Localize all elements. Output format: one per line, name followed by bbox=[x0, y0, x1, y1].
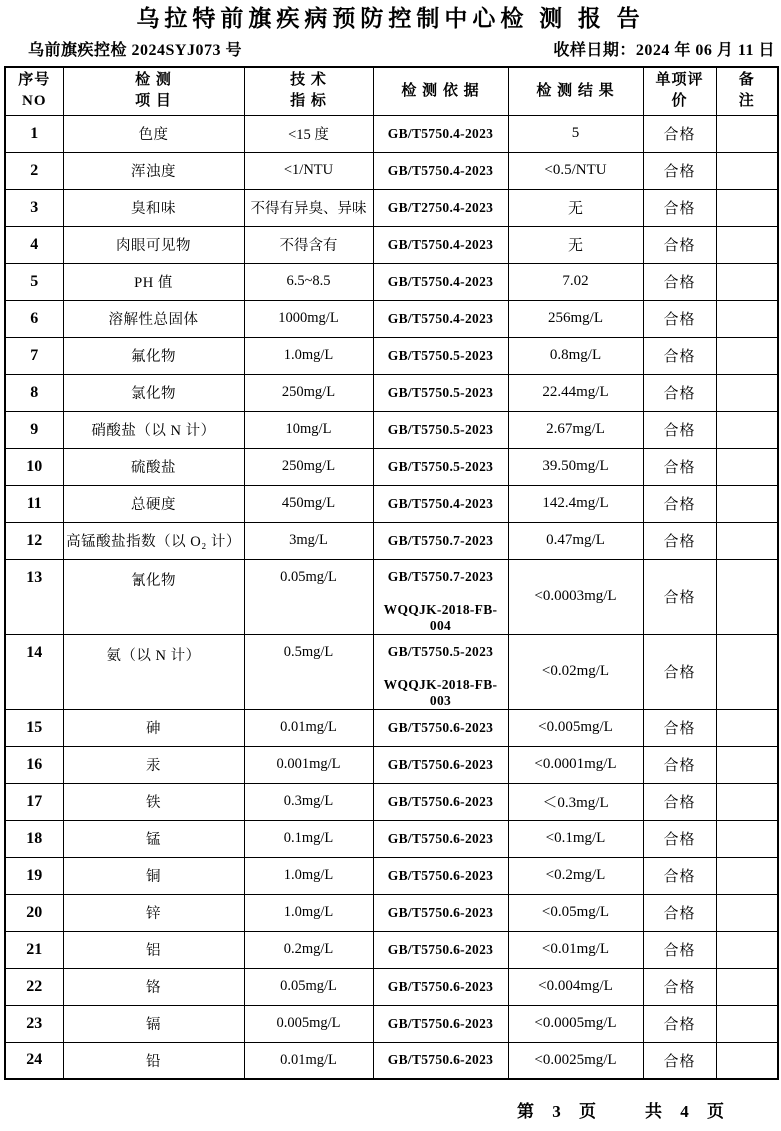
evaluation-cell: 合格 bbox=[643, 709, 716, 746]
table-row bbox=[5, 411, 778, 448]
test-item-cell: 氨（以 N 计） bbox=[63, 634, 244, 709]
technical-standard-cell: 1.0mg/L bbox=[244, 337, 373, 374]
table-row bbox=[5, 448, 778, 485]
test-item-cell: 铜 bbox=[63, 857, 244, 894]
test-method-cell bbox=[373, 931, 508, 968]
row-number-cell: 7 bbox=[5, 337, 63, 374]
test-method-line1: GB/T5750.7-2023 bbox=[387, 532, 494, 548]
test-item-cell: 锌 bbox=[63, 894, 244, 931]
technical-standard-cell: 0.01mg/L bbox=[244, 1042, 373, 1079]
evaluation-cell: 合格 bbox=[643, 1005, 716, 1042]
table-row bbox=[5, 931, 778, 968]
test-method-cell bbox=[373, 448, 508, 485]
row-number-cell: 13 bbox=[5, 559, 63, 634]
evaluation-cell: 合格 bbox=[643, 115, 716, 152]
evaluation-cell: 合格 bbox=[643, 931, 716, 968]
note-cell bbox=[716, 115, 778, 152]
col-header-item-line2: 项 目 bbox=[135, 93, 172, 110]
evaluation-cell: 合格 bbox=[643, 968, 716, 1005]
evaluation-cell: 合格 bbox=[643, 634, 716, 709]
test-method-cell bbox=[373, 709, 508, 746]
test-item-cell: 总硬度 bbox=[63, 485, 244, 522]
test-item-cell: 氟化物 bbox=[63, 337, 244, 374]
row-number-cell: 14 bbox=[5, 634, 63, 709]
test-method-line1: GB/T5750.6-2023 bbox=[387, 867, 494, 883]
page-title: 乌拉特前旗疾病预防控制中心检 测 报 告 bbox=[136, 6, 645, 31]
col-header-item-line1: 检 测 bbox=[135, 71, 172, 88]
test-result-cell: ＜0.3mg/L bbox=[508, 783, 643, 820]
row-number-cell: 18 bbox=[5, 820, 63, 857]
technical-standard-cell: 1000mg/L bbox=[244, 300, 373, 337]
test-method-cell bbox=[373, 115, 508, 152]
total-pages-label: 共 4 页 bbox=[645, 1102, 731, 1122]
evaluation-cell: 合格 bbox=[643, 820, 716, 857]
evaluation-cell: 合格 bbox=[643, 300, 716, 337]
test-method-cell bbox=[373, 634, 508, 709]
test-method-line1: GB/T5750.4-2023 bbox=[387, 236, 494, 252]
note-cell bbox=[716, 634, 778, 709]
test-method-line1: GB/T5750.6-2023 bbox=[387, 1015, 494, 1031]
test-method-cell bbox=[373, 411, 508, 448]
table-row bbox=[5, 559, 778, 634]
note-cell bbox=[716, 1005, 778, 1042]
header-row bbox=[5, 67, 778, 115]
evaluation-cell: 合格 bbox=[643, 894, 716, 931]
test-result-cell: 0.47mg/L bbox=[508, 522, 643, 559]
note-cell bbox=[716, 559, 778, 634]
table-row bbox=[5, 374, 778, 411]
test-method-cell bbox=[373, 226, 508, 263]
row-number-cell: 23 bbox=[5, 1005, 63, 1042]
test-method-line1: GB/T5750.5-2023 bbox=[387, 643, 494, 659]
row-number-cell: 15 bbox=[5, 709, 63, 746]
test-item-cell: 高锰酸盐指数（以 O₂ 计） bbox=[63, 522, 244, 559]
note-cell bbox=[716, 522, 778, 559]
test-method-line2: WQQJK-2018-FB-004 bbox=[383, 601, 498, 633]
technical-standard-cell: 1.0mg/L bbox=[244, 894, 373, 931]
technical-standard-cell: 10mg/L bbox=[244, 411, 373, 448]
test-method-cell bbox=[373, 374, 508, 411]
table-row bbox=[5, 189, 778, 226]
test-result-cell: 256mg/L bbox=[508, 300, 643, 337]
report-table bbox=[4, 66, 779, 1080]
test-item-cell: 硝酸盐（以 N 计） bbox=[63, 411, 244, 448]
test-method-line1: GB/T5750.7-2023 bbox=[387, 568, 494, 584]
technical-standard-cell: <15 度 bbox=[244, 115, 373, 152]
evaluation-cell: 合格 bbox=[643, 559, 716, 634]
technical-standard-cell: 6.5~8.5 bbox=[244, 263, 373, 300]
note-cell bbox=[716, 709, 778, 746]
test-result-cell: <0.02mg/L bbox=[508, 634, 643, 709]
col-header-evaluation bbox=[643, 67, 716, 115]
evaluation-cell: 合格 bbox=[643, 857, 716, 894]
test-method-cell bbox=[373, 485, 508, 522]
table-row bbox=[5, 709, 778, 746]
test-item-cell: 铝 bbox=[63, 931, 244, 968]
technical-standard-cell: 不得含有 bbox=[244, 226, 373, 263]
test-method-line1: GB/T2750.4-2023 bbox=[387, 199, 494, 215]
col-header-no-line1: 序号 bbox=[18, 71, 51, 88]
test-method-line1: GB/T5750.4-2023 bbox=[387, 273, 494, 289]
technical-standard-cell: 0.05mg/L bbox=[244, 968, 373, 1005]
test-item-cell: 镉 bbox=[63, 1005, 244, 1042]
col-header-note-line2: 注 bbox=[738, 93, 755, 110]
note-cell bbox=[716, 374, 778, 411]
table-row bbox=[5, 894, 778, 931]
test-method-line1: GB/T5750.6-2023 bbox=[387, 978, 494, 994]
test-result-cell: 5 bbox=[508, 115, 643, 152]
table-header bbox=[5, 67, 778, 115]
table-row bbox=[5, 263, 778, 300]
row-number-cell: 20 bbox=[5, 894, 63, 931]
row-number-cell: 19 bbox=[5, 857, 63, 894]
note-cell bbox=[716, 931, 778, 968]
table-row bbox=[5, 522, 778, 559]
note-cell bbox=[716, 263, 778, 300]
test-result-cell: <0.0005mg/L bbox=[508, 1005, 643, 1042]
table-row bbox=[5, 1005, 778, 1042]
note-cell bbox=[716, 189, 778, 226]
test-result-cell: 2.67mg/L bbox=[508, 411, 643, 448]
test-method-line1: GB/T5750.6-2023 bbox=[387, 793, 494, 809]
row-number-cell: 22 bbox=[5, 968, 63, 1005]
test-result-cell: 22.44mg/L bbox=[508, 374, 643, 411]
row-number-cell: 1 bbox=[5, 115, 63, 152]
note-cell bbox=[716, 746, 778, 783]
col-header-method bbox=[373, 67, 508, 115]
test-method-cell bbox=[373, 1005, 508, 1042]
test-item-cell: 砷 bbox=[63, 709, 244, 746]
row-number-cell: 9 bbox=[5, 411, 63, 448]
test-result-cell: <0.0003mg/L bbox=[508, 559, 643, 634]
test-result-cell: 142.4mg/L bbox=[508, 485, 643, 522]
test-item-cell: 肉眼可见物 bbox=[63, 226, 244, 263]
table-row bbox=[5, 226, 778, 263]
technical-standard-cell: 1.0mg/L bbox=[244, 857, 373, 894]
technical-standard-cell: 250mg/L bbox=[244, 374, 373, 411]
test-item-cell: 溶解性总固体 bbox=[63, 300, 244, 337]
note-cell bbox=[716, 857, 778, 894]
note-cell bbox=[716, 226, 778, 263]
technical-standard-cell: 0.01mg/L bbox=[244, 709, 373, 746]
evaluation-cell: 合格 bbox=[643, 746, 716, 783]
test-result-cell: 0.8mg/L bbox=[508, 337, 643, 374]
row-number-cell: 5 bbox=[5, 263, 63, 300]
test-method-cell bbox=[373, 300, 508, 337]
document-number: 乌前旗疾控检 2024SYJ073 号 bbox=[28, 41, 242, 59]
test-method-line1: GB/T5750.4-2023 bbox=[387, 495, 494, 511]
test-result-cell: 39.50mg/L bbox=[508, 448, 643, 485]
table-row bbox=[5, 857, 778, 894]
row-number-cell: 3 bbox=[5, 189, 63, 226]
test-item-cell: 铅 bbox=[63, 1042, 244, 1079]
test-result-cell: <0.005mg/L bbox=[508, 709, 643, 746]
table-row bbox=[5, 968, 778, 1005]
table-row bbox=[5, 746, 778, 783]
col-header-result-line1: 检 测 结 果 bbox=[536, 82, 615, 99]
test-method-cell bbox=[373, 894, 508, 931]
technical-standard-cell: 450mg/L bbox=[244, 485, 373, 522]
technical-standard-cell: 0.005mg/L bbox=[244, 1005, 373, 1042]
test-item-cell: 铬 bbox=[63, 968, 244, 1005]
report-subheader bbox=[28, 42, 775, 60]
row-number-cell: 10 bbox=[5, 448, 63, 485]
row-number-cell: 11 bbox=[5, 485, 63, 522]
table-row bbox=[5, 152, 778, 189]
test-item-cell: 氰化物 bbox=[63, 559, 244, 634]
test-method-cell bbox=[373, 820, 508, 857]
technical-standard-cell: 0.5mg/L bbox=[244, 634, 373, 709]
note-cell bbox=[716, 968, 778, 1005]
evaluation-cell: 合格 bbox=[643, 1042, 716, 1079]
evaluation-cell: 合格 bbox=[643, 189, 716, 226]
technical-standard-cell: 0.2mg/L bbox=[244, 931, 373, 968]
table-row bbox=[5, 634, 778, 709]
evaluation-cell: 合格 bbox=[643, 263, 716, 300]
test-result-cell: <0.004mg/L bbox=[508, 968, 643, 1005]
col-header-result bbox=[508, 67, 643, 115]
table-row bbox=[5, 485, 778, 522]
test-method-cell bbox=[373, 746, 508, 783]
test-method-line1: GB/T5750.5-2023 bbox=[387, 421, 494, 437]
technical-standard-cell: 0.1mg/L bbox=[244, 820, 373, 857]
col-header-standard-line2: 指 标 bbox=[290, 93, 327, 110]
test-method-cell bbox=[373, 189, 508, 226]
test-item-cell: 汞 bbox=[63, 746, 244, 783]
test-method-line1: GB/T5750.6-2023 bbox=[387, 941, 494, 957]
test-item-cell: 氯化物 bbox=[63, 374, 244, 411]
test-method-line1: GB/T5750.5-2023 bbox=[387, 347, 494, 363]
col-header-note bbox=[716, 67, 778, 115]
row-number-cell: 24 bbox=[5, 1042, 63, 1079]
test-result-cell: <0.0001mg/L bbox=[508, 746, 643, 783]
table-row bbox=[5, 1042, 778, 1079]
test-result-cell: <0.1mg/L bbox=[508, 820, 643, 857]
test-item-cell: 浑浊度 bbox=[63, 152, 244, 189]
row-number-cell: 12 bbox=[5, 522, 63, 559]
table-row bbox=[5, 820, 778, 857]
test-item-cell: 色度 bbox=[63, 115, 244, 152]
test-method-line1: GB/T5750.6-2023 bbox=[387, 756, 494, 772]
table-row bbox=[5, 300, 778, 337]
technical-standard-cell: 250mg/L bbox=[244, 448, 373, 485]
test-method-line2: WQQJK-2018-FB-003 bbox=[383, 676, 498, 708]
col-header-no-line2: NO bbox=[22, 93, 47, 110]
note-cell bbox=[716, 783, 778, 820]
test-result-cell: <0.05mg/L bbox=[508, 894, 643, 931]
test-method-cell bbox=[373, 263, 508, 300]
note-cell bbox=[716, 337, 778, 374]
test-method-cell bbox=[373, 152, 508, 189]
report-table-body bbox=[5, 115, 778, 1079]
note-cell bbox=[716, 820, 778, 857]
test-result-cell: <0.0025mg/L bbox=[508, 1042, 643, 1079]
evaluation-cell: 合格 bbox=[643, 522, 716, 559]
note-cell bbox=[716, 448, 778, 485]
note-cell bbox=[716, 152, 778, 189]
page-indicator bbox=[0, 1097, 781, 1122]
col-header-standard-line1: 技 术 bbox=[290, 71, 327, 88]
test-method-line1: GB/T5750.4-2023 bbox=[387, 310, 494, 326]
row-number-cell: 4 bbox=[5, 226, 63, 263]
col-header-note-line1: 备 bbox=[738, 71, 755, 88]
table-row bbox=[5, 337, 778, 374]
test-method-cell bbox=[373, 783, 508, 820]
test-method-cell bbox=[373, 522, 508, 559]
evaluation-cell: 合格 bbox=[643, 226, 716, 263]
table-row bbox=[5, 115, 778, 152]
test-item-cell: 硫酸盐 bbox=[63, 448, 244, 485]
technical-standard-cell: 0.05mg/L bbox=[244, 559, 373, 634]
row-number-cell: 21 bbox=[5, 931, 63, 968]
test-method-cell bbox=[373, 1042, 508, 1079]
row-number-cell: 2 bbox=[5, 152, 63, 189]
test-result-cell: 无 bbox=[508, 226, 643, 263]
col-header-item bbox=[63, 67, 244, 115]
col-header-no bbox=[5, 67, 63, 115]
test-method-line1: GB/T5750.6-2023 bbox=[387, 1052, 494, 1068]
test-item-cell: 铁 bbox=[63, 783, 244, 820]
row-number-cell: 17 bbox=[5, 783, 63, 820]
technical-standard-cell: 3mg/L bbox=[244, 522, 373, 559]
test-method-line1: GB/T5750.6-2023 bbox=[387, 719, 494, 735]
test-method-cell bbox=[373, 337, 508, 374]
test-method-cell bbox=[373, 968, 508, 1005]
evaluation-cell: 合格 bbox=[643, 448, 716, 485]
test-method-line1: GB/T5750.6-2023 bbox=[387, 830, 494, 846]
technical-standard-cell: 0.001mg/L bbox=[244, 746, 373, 783]
test-item-cell: PH 值 bbox=[63, 263, 244, 300]
test-item-cell: 臭和味 bbox=[63, 189, 244, 226]
test-method-line1: GB/T5750.4-2023 bbox=[387, 125, 494, 141]
technical-standard-cell: 不得有异臭、异味 bbox=[244, 189, 373, 226]
evaluation-cell: 合格 bbox=[643, 485, 716, 522]
test-method-line1: GB/T5750.4-2023 bbox=[387, 162, 494, 178]
test-method-line1: GB/T5750.5-2023 bbox=[387, 384, 494, 400]
sample-date: 收样日期：2024 年 06 月 11 日 bbox=[553, 41, 775, 59]
evaluation-cell: 合格 bbox=[643, 374, 716, 411]
test-result-cell: <0.5/NTU bbox=[508, 152, 643, 189]
col-header-method-line1: 检 测 依 据 bbox=[401, 82, 480, 99]
row-number-cell: 8 bbox=[5, 374, 63, 411]
test-method-line1: GB/T5750.5-2023 bbox=[387, 458, 494, 474]
test-result-cell: <0.01mg/L bbox=[508, 931, 643, 968]
row-number-cell: 6 bbox=[5, 300, 63, 337]
note-cell bbox=[716, 485, 778, 522]
note-cell bbox=[716, 300, 778, 337]
test-result-cell: 7.02 bbox=[508, 263, 643, 300]
technical-standard-cell: <1/NTU bbox=[244, 152, 373, 189]
col-header-evaluation-line2: 价 bbox=[671, 93, 688, 110]
test-method-cell bbox=[373, 559, 508, 634]
evaluation-cell: 合格 bbox=[643, 337, 716, 374]
note-cell bbox=[716, 894, 778, 931]
evaluation-cell: 合格 bbox=[643, 783, 716, 820]
note-cell bbox=[716, 411, 778, 448]
col-header-standard bbox=[244, 67, 373, 115]
col-header-evaluation-line1: 单项评 bbox=[655, 71, 704, 88]
technical-standard-cell: 0.3mg/L bbox=[244, 783, 373, 820]
note-cell bbox=[716, 1042, 778, 1079]
test-item-cell: 锰 bbox=[63, 820, 244, 857]
table-row bbox=[5, 783, 778, 820]
test-method-cell bbox=[373, 857, 508, 894]
test-result-cell: 无 bbox=[508, 189, 643, 226]
evaluation-cell: 合格 bbox=[643, 411, 716, 448]
evaluation-cell: 合格 bbox=[643, 152, 716, 189]
current-page-label: 第 3 页 bbox=[517, 1102, 603, 1122]
row-number-cell: 16 bbox=[5, 746, 63, 783]
test-method-line1: GB/T5750.6-2023 bbox=[387, 904, 494, 920]
test-result-cell: <0.2mg/L bbox=[508, 857, 643, 894]
